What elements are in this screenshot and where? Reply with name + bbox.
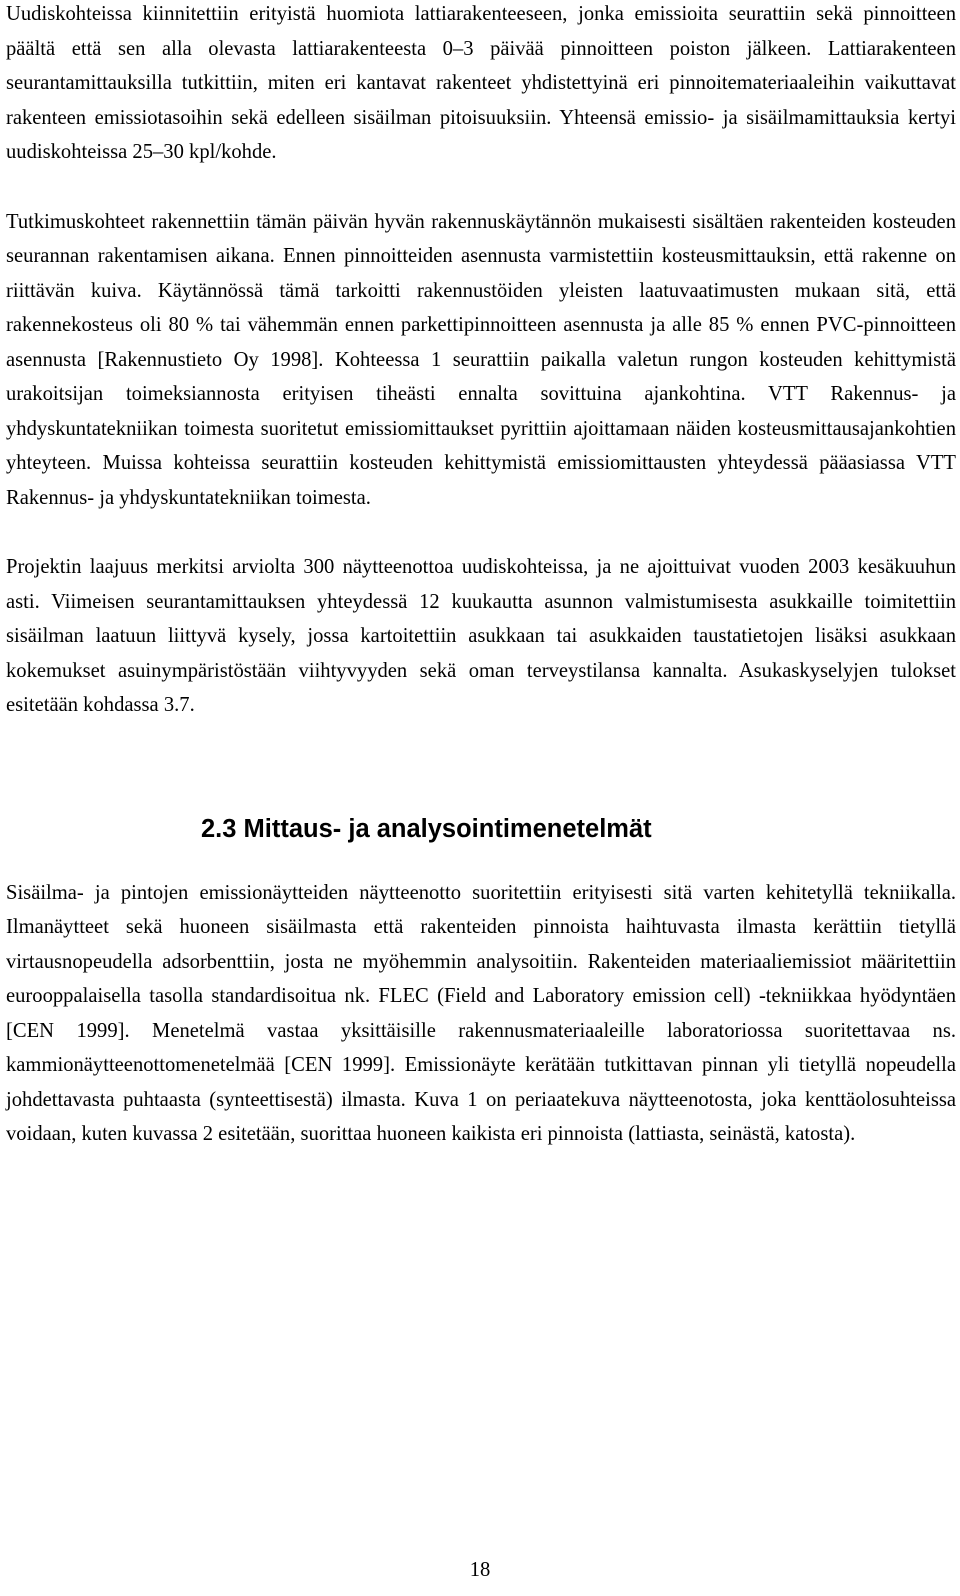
section-paragraph: Sisäilma- ja pintojen emissionäytteiden näytteenotto suoritettiin erityisesti sitä varten kehitetyllä tekniikalla. Ilmanäytteet sekä huoneen sisäilmasta että rakenteiden pinnoista haihtuvasta ilmasta kerättiin tietyllä virtausnopeudella adsorbenttiin, josta ne myöhemmin analysoitiin. Rakenteiden materiaaliemissiot määritettiin eurooppalaisella tasolla standardisoitua nk. FLEC (Field and Laboratory emission cell) -tekniikkaa hyödyntäen [CEN 1999]. Menetelmä vastaa yksittäisille rakennusmateriaaleille laboratoriossa suoritettavaa ns. kammionäytteenottomenetelmää [CEN 1999]. Emissionäyte kerätään tutkittavan pinnan yli tietyllä nopeudella johdettavasta puhtaasta (synteettisestä) ilmasta. Kuva 1 on periaatekuva näytteenotosta, joka kenttäolosuhteissa voidaan, kuten kuvassa 2 esitetään, suorittaa huoneen kaikista eri pinnoista (lattiasta, seinästä, katosta).: [6, 881, 956, 1145]
body-paragraph-3: Projektin laajuus merkitsi arviolta 300 näytteenottoa uudiskohteissa, ja ne ajoittuivat vuoden 2003 kesäkuuhun asti. Viimeisen seurantamittauksen yhteydessä 12 kuukautta asunnon valmistumisesta asukkaille toimitettiin sisäilman laatuun liittyvä kysely, jossa kartoitettiin asukkaan tai asukkaiden taustatietojen lisäksi asukkaan kokemukset asuinympäristöstään viihtyvyyden sekä oman terveystilansa kannalta. Asukaskyselyjen tulokset esitetään kohdassa 3.7.: [6, 556, 956, 716]
document-page: [6, 0, 956, 1152]
page-number: 18: [469, 1559, 491, 1581]
body-paragraph-2: Tutkimuskohteet rakennettiin tämän päivän hyvän rakennuskäytännön mukaisesti sisältäen rakenteiden kosteuden seurannan rakentamisen aikana. Ennen pinnoitteiden asennusta varmistettiin kosteusmittauksin, että rakenne on riittävän kuiva. Käytännössä tämä tarkoitti rakennustöiden yleisten laatuvaatimusten mukaan sitä, että rakennekosteus oli 80 % tai vähemmän ennen parkettipinnoitteen asennusta ja alle 85 % ennen PVC-pinnoitteen asennusta [Rakennustieto Oy 1998]. Kohteessa 1 seurattiin paikalla valetun rungon kosteuden kehittymistä urakoitsijan toimeksiannosta erityisen tiheästi ennalta sovittuina ajankohtina. VTT Rakennus- ja yhdyskuntatekniikan toimesta suoritetut emissiomittaukset pyrittiin ajoittamaan näiden kosteusmittausajankohtien yhteyteen. Muissa kohteissa seurattiin kosteuden kehittymistä emissiomittausten yhteydessä pääasiassa VTT Rakennus- ja yhdyskuntatekniikan toimesta.: [6, 210, 956, 509]
body-paragraph-1: Uudiskohteissa kiinnitettiin erityistä huomiota lattiarakenteeseen, jonka emissioita seurattiin sekä pinnoitteen päältä että sen alla olevasta lattiarakenteesta 0–3 päivää pinnoitteen poiston jälkeen. Lattiarakenteen seurantamittauksilla tutkittiin, miten eri kantavat rakenteet yhdistettyinä eri pinnoitemateriaaleihin vaikuttavat rakenteen emissiotasoihin sekä edelleen sisäilman pitoisuuksiin. Yhteensä emissio- ja sisäilmamittauksia kertyi uudiskohteissa 25–30 kpl/kohde.: [6, 3, 956, 163]
section-heading: 2.3 Mittaus- ja analysointimenetelmät: [201, 814, 652, 843]
